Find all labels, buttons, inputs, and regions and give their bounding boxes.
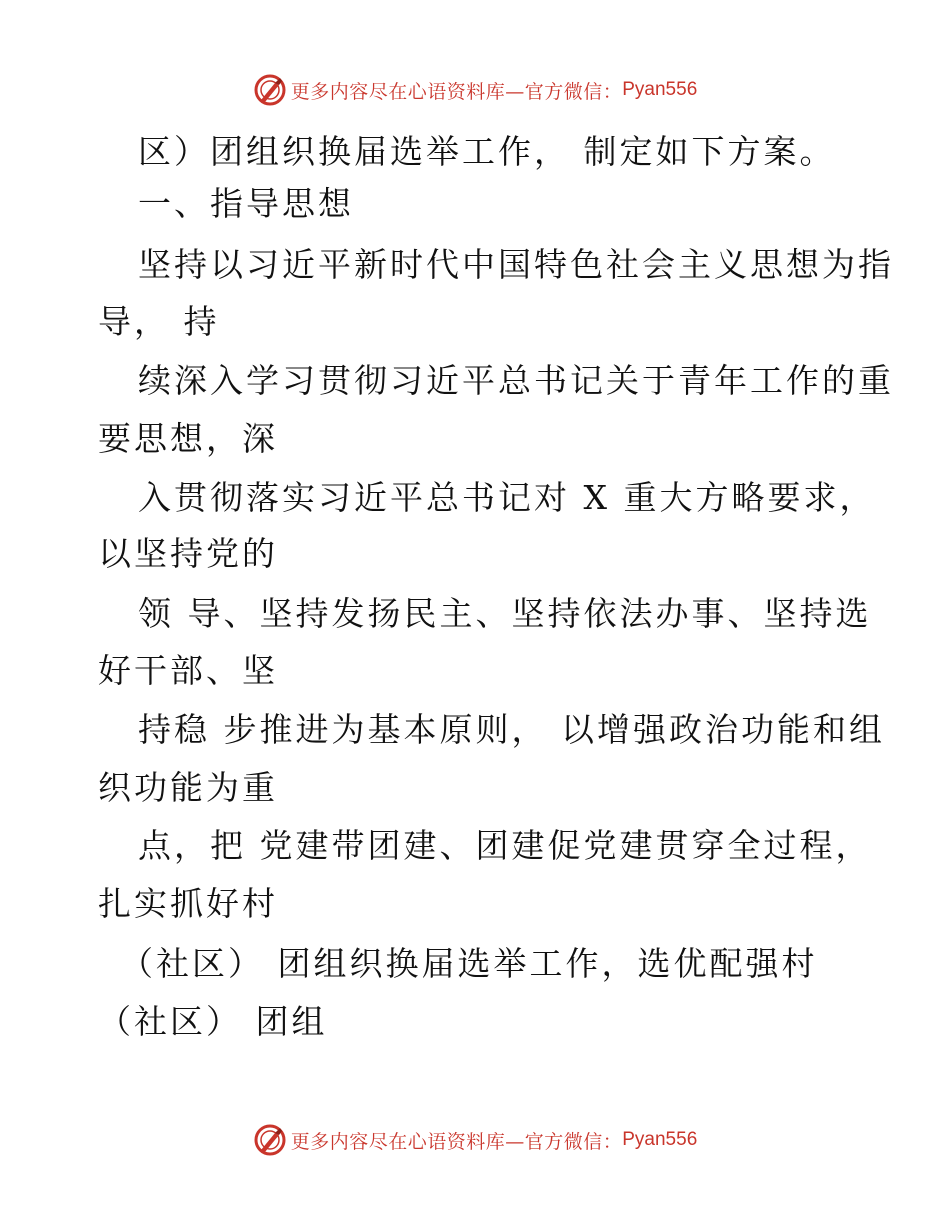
body-line: 点，把 党建带团建、团建促党建贯穿全过程， [138,826,872,865]
pen-seal-logo-icon [253,1123,287,1157]
body-line: 织功能为重 [98,768,278,807]
body-line: 领 导、坚持发扬民主、坚持依法办事、坚持选 [138,594,872,633]
watermark-header [0,70,950,110]
body-line: 要思想，深 [98,419,278,458]
body-line: 续深入学习贯彻习近平总书记关于青年工作的重 [138,361,894,400]
watermark-text: 更多内容尽在心语资料库—官方微信： [290,1130,623,1153]
body-line: 好干部、坚 [98,651,278,690]
body-line: 坚持以习近平新时代中国特色社会主义思想为指 [138,245,894,284]
watermark-footer [0,1120,950,1160]
body-line: （社区） 团组织换届选举工作，选优配强村 [120,944,818,983]
watermark-text: 更多内容尽在心语资料库—官方微信： [290,80,623,103]
body-line: 入贯彻落实习近平总书记对 X 重大方略要求， [138,478,876,517]
watermark-brand: Pyan556 [622,79,698,100]
body-line: 持稳 步推进为基本原则， 以增强政治功能和组 [138,710,885,749]
body-line: 扎实抓好村 [98,884,278,923]
pen-seal-logo-icon [253,73,287,107]
body-line: （社区） 团组 [98,1002,328,1041]
body-line: 导， 持 [98,302,220,341]
section-heading: 一、指导思想 [138,184,354,223]
body-line: 区）团组织换届选举工作， 制定如下方案。 [138,132,836,171]
watermark-brand: Pyan556 [622,1129,698,1150]
body-line: 以坚持党的 [98,534,278,573]
